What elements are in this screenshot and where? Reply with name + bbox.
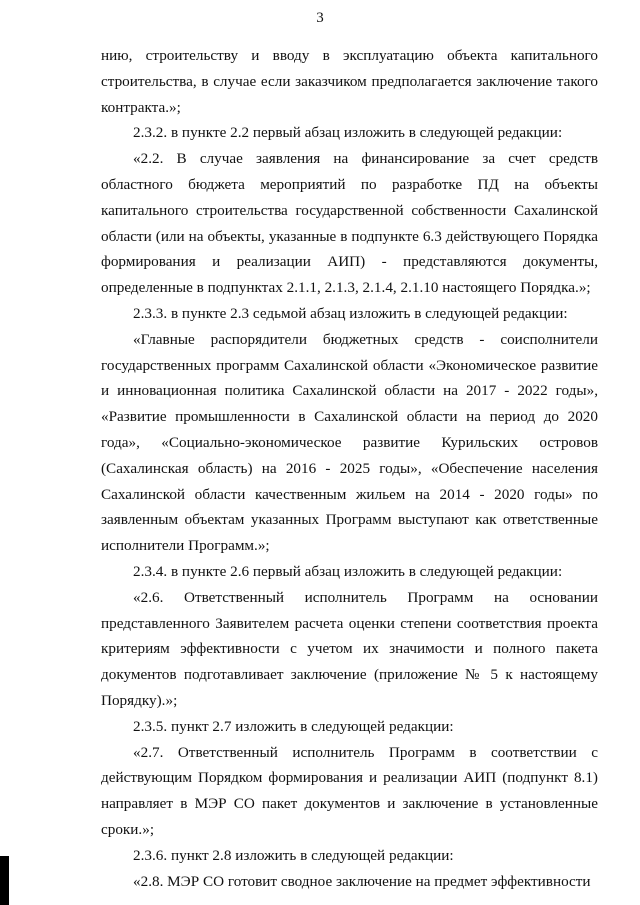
paragraph-continuation: нию, строительству и вводу в эксплуатацию объекта капитального строительства, в случае если заказчиком предполагается заключение такого контракта.»; bbox=[101, 47, 598, 116]
scan-edge-mark bbox=[0, 856, 9, 905]
paragraph-2-3-5: 2.3.5. пункт 2.7 изложить в следующей редакции: bbox=[133, 717, 454, 735]
paragraph-quote-2-8: «2.8. МЭР СО готовит сводное заключение на предмет эффективности bbox=[133, 872, 591, 890]
document-body bbox=[101, 43, 598, 894]
paragraph-2-3-6: 2.3.6. пункт 2.8 изложить в следующей редакции: bbox=[133, 846, 454, 864]
page-number: 3 bbox=[316, 10, 324, 26]
paragraph-quote-main-managers: «Главные распорядители бюджетных средств - соисполнители государственных программ Сахалинской области «Экономическое развитие и инновационная политика Сахалинской области на 2017 - 2022 годы», «Развитие промышленности в Сахалинской области на период до 2020 года», «Социально-экономическое развитие Курильских островов (Сахалинская область) на 2016 - 2025 годы», «Обеспечение населения Сахалинской области качественным жильем на 2014 - 2020 годы» по заявленным объектам указанных Программ выступают как ответственные исполнители Программ.»; bbox=[101, 330, 598, 555]
paragraph-quote-2-6: «2.6. Ответственный исполнитель Программ на основании представленного Заявителем расчета оценки степени соответствия проекта критериям эффективности с учетом их значимости и полного пакета документов подготавливает заключение (приложение № 5 к настоящему Порядку).»; bbox=[101, 588, 598, 709]
paragraph-quote-2-2: «2.2. В случае заявления на финансирование за счет средств областного бюджета мероприятий по разработке ПД на объекты капитального строительства государственной собственности Сахалинской области (или на объекты, указанные в подпункте 6.3 действующего Порядка формирования и реализации АИП) - представляются документы, определенные в подпунктах 2.1.1, 2.1.3, 2.1.4, 2.1.10 настоящего Порядка.»; bbox=[101, 150, 598, 297]
paragraph-2-3-2: 2.3.2. в пункте 2.2 первый абзац изложить в следующей редакции: bbox=[133, 124, 563, 142]
paragraph-quote-2-7: «2.7. Ответственный исполнитель Программ в соответствии с действующим Порядком формирования и реализации АИП (подпункт 8.1) направляет в МЭР СО пакет документов и заключение в установленные сроки.»; bbox=[101, 743, 598, 838]
paragraph-2-3-4: 2.3.4. в пункте 2.6 первый абзац изложить в следующей редакции: bbox=[133, 562, 563, 580]
paragraph-2-3-3: 2.3.3. в пункте 2.3 седьмой абзац изложить в следующей редакции: bbox=[133, 304, 568, 322]
